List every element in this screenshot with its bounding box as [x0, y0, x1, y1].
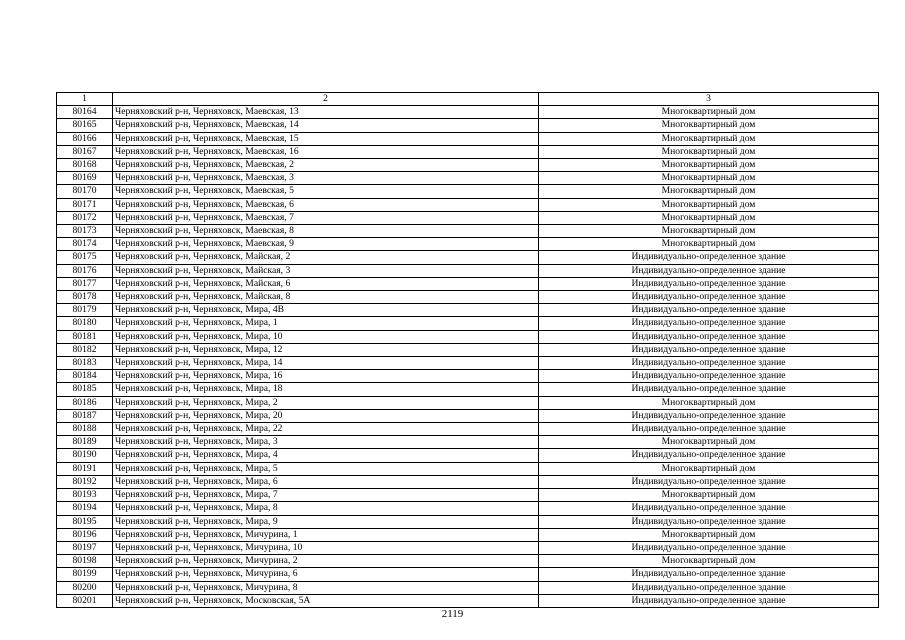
building-type-cell: Многоквартирный дом — [539, 225, 879, 238]
table-row — [57, 291, 879, 304]
address-cell: Черняховский р-н, Черняховск, Мира, 7 — [113, 489, 539, 502]
table-row — [57, 581, 879, 594]
row-number-cell: 80181 — [57, 330, 113, 343]
building-type-cell: Многоквартирный дом — [539, 132, 879, 145]
address-cell: Черняховский р-н, Черняховск, Мира, 12 — [113, 343, 539, 356]
address-cell: Черняховский р-н, Черняховск, Московская, 5А — [113, 594, 539, 607]
table-row — [57, 594, 879, 607]
table-row — [57, 251, 879, 264]
building-type-cell: Индивидуально-определенное здание — [539, 304, 879, 317]
row-number-cell: 80190 — [57, 449, 113, 462]
row-number-cell: 80185 — [57, 383, 113, 396]
table-row — [57, 185, 879, 198]
table-row — [57, 145, 879, 158]
address-cell: Черняховский р-н, Черняховск, Маевская, 13 — [113, 106, 539, 119]
building-type-cell: Многоквартирный дом — [539, 145, 879, 158]
address-cell: Черняховский р-н, Черняховск, Майская, 8 — [113, 291, 539, 304]
row-number-cell: 80191 — [57, 462, 113, 475]
building-type-cell: Индивидуально-определенное здание — [539, 277, 879, 290]
row-number-cell: 80201 — [57, 594, 113, 607]
building-type-cell: Многоквартирный дом — [539, 489, 879, 502]
building-type-cell: Многоквартирный дом — [539, 555, 879, 568]
table-row — [57, 317, 879, 330]
table-row — [57, 502, 879, 515]
building-type-cell: Индивидуально-определенное здание — [539, 264, 879, 277]
table-row — [57, 555, 879, 568]
table-row — [57, 515, 879, 528]
table-row — [57, 159, 879, 172]
building-type-cell: Индивидуально-определенное здание — [539, 594, 879, 607]
address-cell: Черняховский р-н, Черняховск, Мира, 5 — [113, 462, 539, 475]
table-row — [57, 119, 879, 132]
table-body — [57, 106, 879, 608]
row-number-cell: 80189 — [57, 436, 113, 449]
table-row — [57, 449, 879, 462]
table-row — [57, 211, 879, 224]
building-type-cell: Индивидуально-определенное здание — [539, 291, 879, 304]
address-cell: Черняховский р-н, Черняховск, Мичурина, 8 — [113, 581, 539, 594]
row-number-cell: 80172 — [57, 211, 113, 224]
building-type-cell: Индивидуально-определенное здание — [539, 383, 879, 396]
building-type-cell: Многоквартирный дом — [539, 238, 879, 251]
building-type-cell: Индивидуально-определенное здание — [539, 515, 879, 528]
row-number-cell: 80193 — [57, 489, 113, 502]
table-row — [57, 343, 879, 356]
table-row — [57, 462, 879, 475]
row-number-cell: 80186 — [57, 396, 113, 409]
row-number-cell: 80170 — [57, 185, 113, 198]
address-cell: Черняховский р-н, Черняховск, Мира, 6 — [113, 475, 539, 488]
building-type-cell: Индивидуально-определенное здание — [539, 475, 879, 488]
address-cell: Черняховский р-н, Черняховск, Мира, 4 — [113, 449, 539, 462]
row-number-cell: 80180 — [57, 317, 113, 330]
address-cell: Черняховский р-н, Черняховск, Мичурина, 10 — [113, 541, 539, 554]
row-number-cell: 80182 — [57, 343, 113, 356]
address-cell: Черняховский р-н, Черняховск, Мира, 4В — [113, 304, 539, 317]
row-number-cell: 80197 — [57, 541, 113, 554]
registry-table — [56, 92, 879, 608]
table-row — [57, 528, 879, 541]
table-row — [57, 304, 879, 317]
row-number-cell: 80184 — [57, 370, 113, 383]
building-type-cell: Многоквартирный дом — [539, 119, 879, 132]
row-number-cell: 80171 — [57, 198, 113, 211]
building-type-cell: Индивидуально-определенное здание — [539, 568, 879, 581]
address-cell: Черняховский р-н, Черняховск, Маевская, 5 — [113, 185, 539, 198]
table-row — [57, 330, 879, 343]
building-type-cell: Многоквартирный дом — [539, 198, 879, 211]
row-number-cell: 80169 — [57, 172, 113, 185]
table-row — [57, 436, 879, 449]
table-header — [57, 93, 879, 106]
row-number-cell: 80200 — [57, 581, 113, 594]
row-number-cell: 80174 — [57, 238, 113, 251]
row-number-cell: 80166 — [57, 132, 113, 145]
row-number-cell: 80194 — [57, 502, 113, 515]
row-number-cell: 80177 — [57, 277, 113, 290]
table-row — [57, 264, 879, 277]
address-cell: Черняховский р-н, Черняховск, Маевская, 8 — [113, 225, 539, 238]
row-number-cell: 80198 — [57, 555, 113, 568]
address-cell: Черняховский р-н, Черняховск, Мира, 3 — [113, 436, 539, 449]
header-col-3: 3 — [539, 93, 879, 106]
row-number-cell: 80187 — [57, 409, 113, 422]
address-cell: Черняховский р-н, Черняховск, Мира, 9 — [113, 515, 539, 528]
header-col-2: 2 — [113, 93, 539, 106]
building-type-cell: Индивидуально-определенное здание — [539, 423, 879, 436]
building-type-cell: Многоквартирный дом — [539, 211, 879, 224]
building-type-cell: Многоквартирный дом — [539, 185, 879, 198]
row-number-cell: 80175 — [57, 251, 113, 264]
address-cell: Черняховский р-н, Черняховск, Мира, 1 — [113, 317, 539, 330]
row-number-cell: 80168 — [57, 159, 113, 172]
address-cell: Черняховский р-н, Черняховск, Мира, 8 — [113, 502, 539, 515]
address-cell: Черняховский р-н, Черняховск, Маевская, 6 — [113, 198, 539, 211]
address-cell: Черняховский р-н, Черняховск, Мичурина, 6 — [113, 568, 539, 581]
row-number-cell: 80183 — [57, 357, 113, 370]
table-row — [57, 409, 879, 422]
address-cell: Черняховский р-н, Черняховск, Маевская, 3 — [113, 172, 539, 185]
page-number: 2119 — [441, 608, 464, 620]
building-type-cell: Многоквартирный дом — [539, 172, 879, 185]
table-row — [57, 396, 879, 409]
building-type-cell: Индивидуально-определенное здание — [539, 317, 879, 330]
table-row — [57, 370, 879, 383]
table-row — [57, 423, 879, 436]
table-row — [57, 198, 879, 211]
table-row — [57, 225, 879, 238]
row-number-cell: 80165 — [57, 119, 113, 132]
table-row — [57, 238, 879, 251]
building-type-cell: Многоквартирный дом — [539, 106, 879, 119]
table-row — [57, 132, 879, 145]
table-row — [57, 489, 879, 502]
table-row — [57, 277, 879, 290]
table-row — [57, 172, 879, 185]
row-number-cell: 80195 — [57, 515, 113, 528]
address-cell: Черняховский р-н, Черняховск, Мира, 16 — [113, 370, 539, 383]
building-type-cell: Индивидуально-определенное здание — [539, 357, 879, 370]
building-type-cell: Многоквартирный дом — [539, 396, 879, 409]
row-number-cell: 80164 — [57, 106, 113, 119]
building-type-cell: Индивидуально-определенное здание — [539, 581, 879, 594]
table-row — [57, 357, 879, 370]
row-number-cell: 80178 — [57, 291, 113, 304]
address-cell: Черняховский р-н, Черняховск, Мира, 18 — [113, 383, 539, 396]
address-cell: Черняховский р-н, Черняховск, Маевская, 14 — [113, 119, 539, 132]
row-number-cell: 80196 — [57, 528, 113, 541]
table-row — [57, 383, 879, 396]
address-cell: Черняховский р-н, Черняховск, Мира, 2 — [113, 396, 539, 409]
row-number-cell: 80192 — [57, 475, 113, 488]
address-cell: Черняховский р-н, Черняховск, Мира, 10 — [113, 330, 539, 343]
address-cell: Черняховский р-н, Черняховск, Майская, 3 — [113, 264, 539, 277]
address-cell: Черняховский р-н, Черняховск, Мичурина, 1 — [113, 528, 539, 541]
building-type-cell: Индивидуально-определенное здание — [539, 502, 879, 515]
building-type-cell: Многоквартирный дом — [539, 436, 879, 449]
building-type-cell: Индивидуально-определенное здание — [539, 370, 879, 383]
address-cell: Черняховский р-н, Черняховск, Маевская, 7 — [113, 211, 539, 224]
building-type-cell: Многоквартирный дом — [539, 159, 879, 172]
address-cell: Черняховский р-н, Черняховск, Маевская, 15 — [113, 132, 539, 145]
table-header-row — [57, 93, 879, 106]
building-type-cell: Индивидуально-определенное здание — [539, 409, 879, 422]
row-number-cell: 80179 — [57, 304, 113, 317]
address-cell: Черняховский р-н, Черняховск, Маевская, 2 — [113, 159, 539, 172]
building-type-cell: Индивидуально-определенное здание — [539, 330, 879, 343]
address-cell: Черняховский р-н, Черняховск, Майская, 6 — [113, 277, 539, 290]
row-number-cell: 80199 — [57, 568, 113, 581]
building-type-cell: Индивидуально-определенное здание — [539, 541, 879, 554]
header-col-1: 1 — [57, 93, 113, 106]
table-row — [57, 475, 879, 488]
address-cell: Черняховский р-н, Черняховск, Мира, 14 — [113, 357, 539, 370]
building-type-cell: Индивидуально-определенное здание — [539, 449, 879, 462]
table-row — [57, 541, 879, 554]
address-cell: Черняховский р-н, Черняховск, Мира, 20 — [113, 409, 539, 422]
row-number-cell: 80176 — [57, 264, 113, 277]
address-cell: Черняховский р-н, Черняховск, Майская, 2 — [113, 251, 539, 264]
building-type-cell: Индивидуально-определенное здание — [539, 343, 879, 356]
row-number-cell: 80188 — [57, 423, 113, 436]
building-type-cell: Индивидуально-определенное здание — [539, 251, 879, 264]
row-number-cell: 80173 — [57, 225, 113, 238]
address-cell: Черняховский р-н, Черняховск, Маевская, 9 — [113, 238, 539, 251]
address-cell: Черняховский р-н, Черняховск, Маевская, 16 — [113, 145, 539, 158]
table-row — [57, 106, 879, 119]
address-cell: Черняховский р-н, Черняховск, Мичурина, 2 — [113, 555, 539, 568]
table-row — [57, 568, 879, 581]
row-number-cell: 80167 — [57, 145, 113, 158]
building-type-cell: Многоквартирный дом — [539, 462, 879, 475]
address-cell: Черняховский р-н, Черняховск, Мира, 22 — [113, 423, 539, 436]
building-type-cell: Многоквартирный дом — [539, 528, 879, 541]
